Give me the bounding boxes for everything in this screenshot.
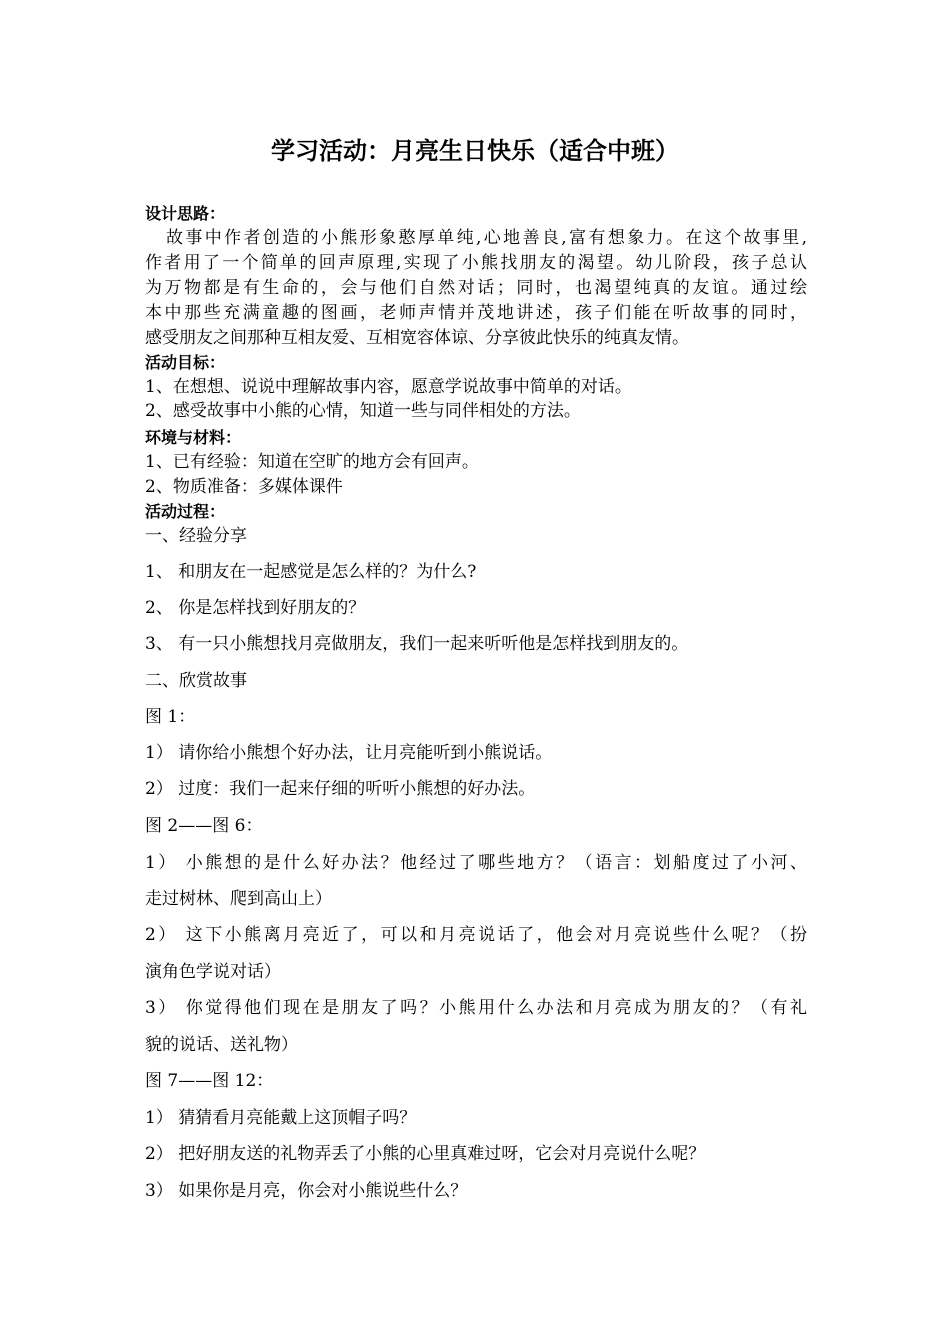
fig2-6-item: 1） 小熊想的是什么好办法？他经过了哪些地方？（语言：划船度过了小河、 (145, 853, 807, 873)
design-idea-line: 作者用了一个简单的回声原理,实现了小熊找朋友的渴望。幼儿阶段，孩子总认 (145, 253, 807, 273)
material-item: 2、物质准备：多媒体课件 (145, 477, 343, 497)
design-idea-line: 为万物都是有生命的，会与他们自然对话；同时，也渴望纯真的友谊。通过绘 (145, 278, 807, 298)
fig7-12-item: 3） 如果你是月亮，你会对小熊说些什么？ (145, 1181, 468, 1201)
fig2-6-label: 图 2——图 6： (145, 816, 263, 836)
fig1-item: 1） 请你给小熊想个好办法，让月亮能听到小熊说话。 (145, 743, 553, 763)
goals-heading: 活动目标： (145, 353, 226, 372)
materials-heading: 环境与材料： (145, 428, 242, 447)
fig2-6-item: 貌的说话、送礼物） (145, 1035, 298, 1055)
part1-item: 1、 和朋友在一起感觉是怎么样的？为什么? (145, 562, 477, 582)
design-idea-line: 本中那些充满童趣的图画，老师声情并茂地讲述，孩子们能在听故事的同时， (145, 303, 807, 323)
fig7-12-item: 1） 猜猜看月亮能戴上这顶帽子吗？ (145, 1108, 417, 1128)
fig1-item: 2） 过度：我们一起来仔细的听听小熊想的好办法。 (145, 779, 536, 799)
goal-item: 2、感受故事中小熊的心情，知道一些与同伴相处的方法。 (145, 401, 581, 421)
fig2-6-item: 2） 这下小熊离月亮近了，可以和月亮说话了，他会对月亮说些什么呢？（扮 (145, 925, 807, 945)
fig2-6-item: 走过树林、爬到高山上） (145, 889, 332, 909)
fig2-6-item: 演角色学说对话） (145, 962, 281, 982)
material-item: 1、已有经验：知道在空旷的地方会有回声。 (145, 452, 479, 472)
part1-item: 2、 你是怎样找到好朋友的？ (145, 598, 366, 618)
design-idea-heading: 设计思路： (145, 204, 226, 223)
goal-item: 1、在想想、说说中理解故事内容，愿意学说故事中简单的对话。 (145, 377, 632, 397)
page-title: 学习活动：月亮生日快乐（适合中班） (271, 137, 679, 165)
fig2-6-item: 3） 你觉得他们现在是朋友了吗？小熊用什么办法和月亮成为朋友的？（有礼 (145, 998, 807, 1018)
fig7-12-item: 2） 把好朋友送的礼物弄丢了小熊的心里真难过呀，它会对月亮说什么呢？ (145, 1144, 706, 1164)
fig7-12-label: 图 7——图 12： (145, 1071, 274, 1091)
part1-title: 一、经验分享 (145, 526, 247, 546)
design-idea-line: 感受朋友之间那种互相友爱、互相宽容体谅、分享彼此快乐的纯真友情。 (145, 328, 689, 348)
design-idea-line: 故事中作者创造的小熊形象憨厚单纯,心地善良,富有想象力。在这个故事里, (166, 228, 807, 248)
process-heading: 活动过程： (145, 502, 226, 521)
part2-title: 二、欣赏故事 (145, 671, 247, 691)
fig1-label: 图 1： (145, 707, 196, 727)
part1-item: 3、 有一只小熊想找月亮做朋友，我们一起来听听他是怎样找到朋友的。 (145, 634, 689, 654)
